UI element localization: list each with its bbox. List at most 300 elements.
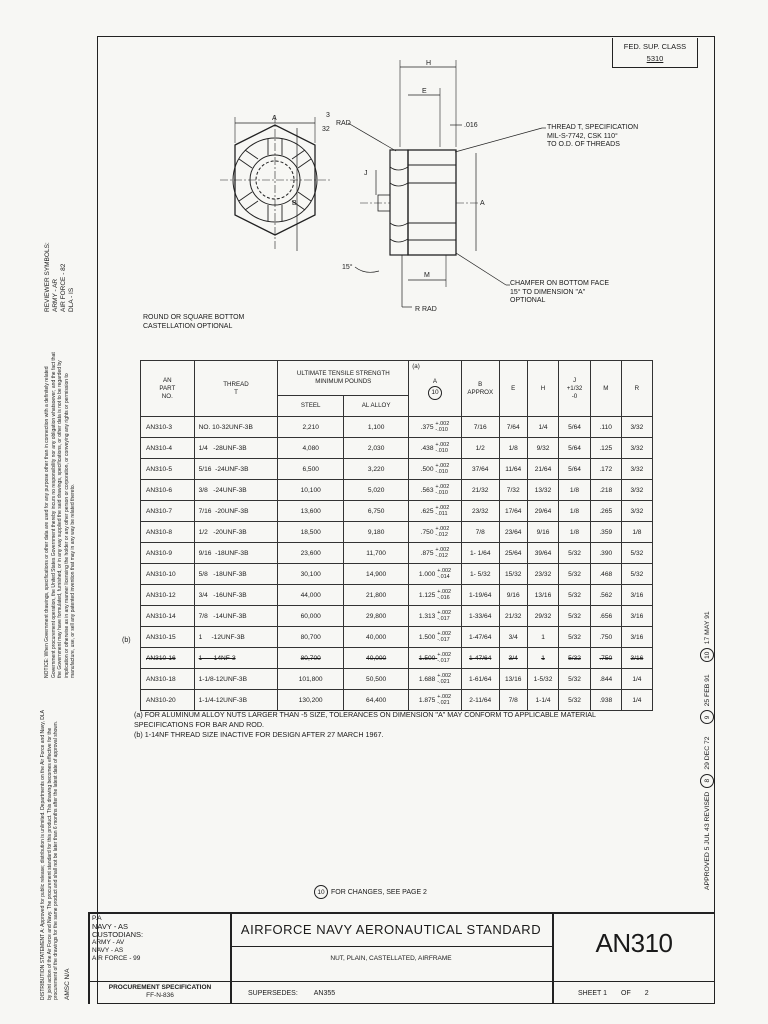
a-tol-plus: +.002 [435,505,450,511]
a-value: .500 [420,465,434,473]
m-cell: .750 [590,648,621,669]
b-cell: 23/32 [461,501,499,522]
a-tol-minus: -.021 [437,700,450,706]
r-cell: 3/16 [621,585,652,606]
table-row [141,648,653,669]
revision-history [700,611,714,890]
al-alloy-cell: 9,180 [344,522,409,543]
header-al-alloy: AL ALLOY [344,396,409,417]
a-tol-plus: +.002 [437,652,452,658]
al-alloy-cell: 40,000 [344,627,409,648]
h-cell: 29/32 [527,606,559,627]
a-tol-plus: +.002 [437,673,452,679]
notice-text: NOTICE: When Government drawings, specifications or other data are used for any purpose other than in connection with a definitely related Government procurement operation, the United States Government thereby incurs no responsibility nor any obligation whatsoever; and the fact that the Government may have formulated, furnished, or in any way supplied the said drawings, specifications, or other data is not to be regarded by implication or otherwise as in any manner licensing the holder or any other person or corporation, or conveying any rights or permission to manufacture, use, or sell any patented invention that may in any way be related thereto. [44,352,76,678]
table-row [141,543,653,564]
al-alloy-cell: 11,700 [344,543,409,564]
a-tolerance [435,547,449,559]
e-cell: 11/64 [499,459,527,480]
thread-cell: 9/16 -18UNF-3B [194,543,278,564]
a-cell [409,438,462,459]
thread-cell: 1/2 -20UNF-3B [194,522,278,543]
a-tol-plus: +.002 [437,589,452,595]
part-cell: AN310-15 [141,627,195,648]
spec-table [140,360,653,711]
a-value: .875 [420,549,434,557]
b-cell: 1-47/64 [461,648,499,669]
al-alloy-cell: 40,000 [344,648,409,669]
title-block-top [88,912,715,914]
a-cell [409,417,462,438]
b-cell: 1-47/64 [461,627,499,648]
h-cell: 1-5/32 [527,669,559,690]
a-tol-plus: +.002 [437,568,452,574]
revision-number: 8 [700,774,714,788]
dim-h-label: H [426,60,432,67]
h-cell: 13/32 [527,480,559,501]
e-cell: 15/32 [499,564,527,585]
header-part-no: AN PART NO. [141,361,195,417]
a-cell [409,501,462,522]
r-cell: 1/4 [621,669,652,690]
table-row [141,669,653,690]
steel-cell: 23,600 [278,543,344,564]
dim-m-label: M [424,272,430,279]
a-cell [409,459,462,480]
e-cell: 1/8 [499,438,527,459]
h-cell: 9/16 [527,522,559,543]
changes-text: FOR CHANGES, SEE PAGE 2 [331,888,427,896]
part-cell: AN310-14 [141,606,195,627]
pa-label: P.A [92,915,102,922]
a-cell [409,648,462,669]
steel-cell: 6,500 [278,459,344,480]
a-value: 1.688 [418,675,436,683]
a-tolerance [435,421,449,433]
r-cell: 3/32 [621,459,652,480]
a-cell [409,522,462,543]
table-row [141,417,653,438]
revision-date: 17 MAY 91 [703,611,711,645]
part-cell: AN310-10 [141,564,195,585]
a-value: 1.500 [418,633,436,641]
h-cell: 21/64 [527,459,559,480]
a-cell [409,690,462,711]
procurement-block [92,984,228,1000]
a-tol-plus: +.002 [435,463,450,469]
r-cell: 3/32 [621,501,652,522]
thread-cell: 3/4 -16UNF-3B [194,585,278,606]
j-cell: 5/32 [559,543,590,564]
a-cell [409,585,462,606]
b-cell: 1-61/64 [461,669,499,690]
h-cell: 1 [527,627,559,648]
al-alloy-cell: 2,030 [344,438,409,459]
m-cell: .125 [590,438,621,459]
al-alloy-cell: 29,800 [344,606,409,627]
m-cell: .844 [590,669,621,690]
table-row [141,564,653,585]
table-row [141,522,653,543]
part-cell: AN310-5 [141,459,195,480]
part-cell: AN310-12 [141,585,195,606]
header-r: R [621,361,652,417]
steel-cell: 60,000 [278,606,344,627]
a-tol-plus: +.002 [435,484,450,490]
header-steel: STEEL [278,396,344,417]
h-cell: 1 [527,648,559,669]
a-tolerance [435,505,449,517]
m-cell: .562 [590,585,621,606]
al-alloy-cell: 6,750 [344,501,409,522]
header-thread: THREAD T [194,361,278,417]
r-cell: 5/32 [621,564,652,585]
header-j: J +1/32 -0 [559,361,590,417]
h-cell: 39/64 [527,543,559,564]
table-row [141,627,653,648]
j-cell: 5/32 [559,648,590,669]
header-m: M [590,361,621,417]
spec-table-body [141,417,653,711]
a-value: .625 [420,507,434,515]
a-tol-plus: +.002 [437,631,452,637]
a-tol-minus: -.017 [437,658,450,664]
standard-subtitle: NUT, PLAIN, CASTELLATED, AIRFRAME [330,955,452,962]
title-block-divider [230,946,552,947]
row-mark-b: (b) [122,637,131,644]
e-cell: 7/64 [499,417,527,438]
j-cell: 5/32 [559,564,590,585]
dim-a-side-label: A [480,200,485,207]
a-value: .375 [420,423,434,431]
m-cell: .750 [590,627,621,648]
r-cell: 3/32 [621,438,652,459]
header-e: E [499,361,527,417]
reviewer-line: DLA - IS [68,287,75,312]
j-cell: 5/64 [559,417,590,438]
title-block-divider [88,981,715,982]
a-cell [409,627,462,648]
reviewer-line: AIR FORCE - 82 [60,263,67,312]
a-cell [409,606,462,627]
r-cell: 3/32 [621,417,652,438]
steel-cell: 30,100 [278,564,344,585]
steel-cell: 101,800 [278,669,344,690]
dim-j-label: J [364,170,368,177]
a-value: 1.313 [418,612,436,620]
part-cell: AN310-16 [141,648,195,669]
part-cell: AN310-9 [141,543,195,564]
rad-label: RAD [336,120,351,127]
a-tolerance [435,484,449,496]
a-tol-plus: +.002 [437,694,452,700]
a-tol-minus: -.017 [437,637,450,643]
e-cell: 25/64 [499,543,527,564]
dim-a-label: A [272,115,277,122]
dim-b-label: B [292,200,297,207]
e-cell: 3/4 [499,648,527,669]
b-cell: 1/2 [461,438,499,459]
b-cell: 21/32 [461,480,499,501]
a-tol-minus: -.016 [437,595,450,601]
approved-revised-label: APPROVED 5 JUL 43 REVISED [703,791,711,890]
steel-cell: 44,000 [278,585,344,606]
pa-value: NAVY - AS [92,922,128,931]
m-cell: .265 [590,501,621,522]
a-cell [409,564,462,585]
steel-cell: 2,210 [278,417,344,438]
a-value: 1.875 [418,696,436,704]
b-cell: 7/8 [461,522,499,543]
h-cell: 23/32 [527,564,559,585]
e-cell: 23/64 [499,522,527,543]
header-a [409,361,462,417]
custodian-line: AIR FORCE - 99 [92,955,141,962]
r-cell: 3/32 [621,480,652,501]
a-tolerance [437,589,451,601]
table-row [141,480,653,501]
a-cell [409,480,462,501]
a-tolerance [437,673,451,685]
changes-revision: 10 [314,885,328,899]
dim-e-label: E [422,88,427,95]
table-row [141,459,653,480]
table-row [141,585,653,606]
reviewer-title: REVIEWER SYMBOLS: [44,242,51,312]
a-tol-plus: +.002 [435,547,450,553]
a-tol-minus: -.010 [435,448,448,454]
supersedes-label: SUPERSEDES: [248,990,298,997]
j-cell: 5/32 [559,606,590,627]
steel-cell: 80,700 [278,648,344,669]
h-cell: 29/64 [527,501,559,522]
supersedes-value: AN355 [313,990,336,997]
amsc: AMSC N/A [64,968,71,1000]
j-cell: 1/8 [559,480,590,501]
a-tolerance [437,568,451,580]
a-tolerance [435,442,449,454]
header-b: B APPROX [461,361,499,417]
header-uts: ULTIMATE TENSILE STRENGTH MINIMUM POUNDS [278,361,409,396]
part-cell: AN310-18 [141,669,195,690]
b-cell: 2-11/64 [461,690,499,711]
m-cell: .172 [590,459,621,480]
thread-cell: 1/4 -28UNF-3B [194,438,278,459]
a-cell [409,669,462,690]
header-a-note: (a) [412,363,420,370]
a-tol-minus: -.011 [435,511,448,517]
notes [134,710,596,740]
b-cell: 1-33/64 [461,606,499,627]
thread-cell: 5/8 -18UNF-3B [194,564,278,585]
procurement-value: FF-N-836 [146,992,174,999]
al-alloy-cell: 5,020 [344,480,409,501]
table-row [141,606,653,627]
steel-cell: 13,600 [278,501,344,522]
a-tol-plus: +.002 [435,421,450,427]
m-cell: .390 [590,543,621,564]
note-a: (a) FOR ALUMINUM ALLOY NUTS LARGER THAN -5 SIZE, TOLERANCES ON DIMENSION "A" MAY CONFORM TO APPLICABLE MATERIAL SPECIFICATIONS FOR BAR AND ROD. [134,710,597,729]
standard-title: AIRFORCE NAVY AERONAUTICAL STANDARD [240,922,542,937]
m-cell: .110 [590,417,621,438]
custodian-line: NAVY - AS [92,947,124,954]
thread-cell: 1 -12UNF-3B [194,627,278,648]
procurement-label: PROCUREMENT SPECIFICATION [108,984,212,991]
reviewer-symbols [44,242,76,312]
a-value: .438 [420,444,434,452]
r-cell: 1/4 [621,690,652,711]
a-value: .750 [420,528,434,536]
thread-cell: 1 -14NF-3 [194,648,278,669]
steel-cell: 80,700 [278,627,344,648]
changes-note [314,885,427,899]
fsc-value: 5310 [646,54,664,63]
r-cell: 3/16 [621,648,652,669]
rad-denominator: 32 [322,126,330,133]
revision-number: 10 [700,648,714,662]
part-cell: AN310-20 [141,690,195,711]
h-cell: 9/32 [527,438,559,459]
j-cell: 5/32 [559,690,590,711]
thread-cell: 1-1/4-12UNF-3B [194,690,278,711]
rad-numerator: 3 [326,112,330,119]
a-value: 1.500 [418,654,436,662]
thread-note: THREAD T, SPECIFICATION MIL-S-7742, CSK 110° TO O.D. OF THREADS [547,124,639,148]
al-alloy-cell: 64,400 [344,690,409,711]
custodian-line: ARMY - AV [92,939,125,946]
m-cell: .938 [590,690,621,711]
a-tol-plus: +.002 [435,442,450,448]
e-cell: 13/16 [499,669,527,690]
sheet-info [578,990,649,998]
revision-date: 29 DEC 72 [703,736,711,770]
al-alloy-cell: 1,100 [344,417,409,438]
a-tol-minus: -.010 [435,469,448,475]
h-cell: 1/4 [527,417,559,438]
j-cell: 1/8 [559,522,590,543]
title-block-left-edge [88,912,90,1004]
thread-cell: 7/16 -20UNF-3B [194,501,278,522]
al-alloy-cell: 3,220 [344,459,409,480]
a-tol-minus: -.012 [435,553,448,559]
a-tolerance [437,652,451,664]
j-cell: 5/32 [559,669,590,690]
steel-cell: 18,500 [278,522,344,543]
table-row [141,438,653,459]
chamfer-note: CHAMFER ON BOTTOM FACE 15° TO DIMENSION "A" OPTIONAL [510,280,610,304]
a-tol-minus: -.017 [437,616,450,622]
a-tolerance [437,610,451,622]
e-cell: 7/8 [499,690,527,711]
a-tol-plus: +.002 [435,526,450,532]
header-a-label: A [432,377,438,385]
m-cell: .656 [590,606,621,627]
document-number: AN310 [595,928,673,958]
h-cell: 1-1/4 [527,690,559,711]
supersedes [248,990,335,998]
b-cell: 7/16 [461,417,499,438]
thread-cell: 3/8 -24UNF-3B [194,480,278,501]
b-cell: 37/64 [461,459,499,480]
j-cell: 5/32 [559,585,590,606]
a-tolerance [437,694,451,706]
m-cell: .468 [590,564,621,585]
sheet-label: SHEET 1 [578,990,608,997]
part-cell: AN310-8 [141,522,195,543]
b-cell: 1-19/64 [461,585,499,606]
a-tolerance [435,526,449,538]
r-cell: 3/16 [621,606,652,627]
r-rad-label: R RAD [415,306,437,313]
b-cell: 1- 1/64 [461,543,499,564]
table-row [141,690,653,711]
a-tol-minus: -.010 [435,427,448,433]
castellation-note: ROUND OR SQUARE BOTTOM CASTELLATION OPTIONAL [143,314,245,330]
sheet-total: 2 [644,990,649,997]
of-label: OF [621,990,631,997]
a-value: 1.125 [418,591,436,599]
b-cell: 1- 5/32 [461,564,499,585]
h-cell: 13/16 [527,585,559,606]
custodians-label: CUSTODIANS: [92,930,144,939]
steel-cell: 10,100 [278,480,344,501]
dim-016-label: .016 [464,122,478,129]
r-cell: 3/16 [621,627,652,648]
a-tol-plus: +.002 [437,610,452,616]
thread-cell: 1-1/8-12UNF-3B [194,669,278,690]
e-cell: 21/32 [499,606,527,627]
e-cell: 7/32 [499,480,527,501]
a-value: .563 [420,486,434,494]
revision-number: 9 [700,710,714,724]
pa-block [92,915,143,963]
steel-cell: 4,080 [278,438,344,459]
a-tol-minus: -.021 [437,679,450,685]
j-cell: 1/8 [559,501,590,522]
j-cell: 5/64 [559,438,590,459]
al-alloy-cell: 50,500 [344,669,409,690]
header-h: H [527,361,559,417]
j-cell: 5/32 [559,627,590,648]
distribution-statement: DISTRIBUTION STATEMENT A: Approved for public release; distribution is unlimited. Departments on the Air Force and Navy, DLA by joint action of the Air Force and Navy. The procurement standard for this product. This drawing becomes effective for the procurement of the drawings for the same product and shall not be later than 6 months after the latest date of approval shown. [40,710,59,1000]
m-cell: .359 [590,522,621,543]
a-tolerance [435,463,449,475]
thread-cell: 5/16 -24UNF-3B [194,459,278,480]
angle-label: 15° [342,264,353,271]
revision-date: 25 FEB 91 [703,674,711,707]
part-cell: AN310-4 [141,438,195,459]
a-tol-minus: -.014 [437,574,450,580]
a-tol-minus: -.010 [435,490,448,496]
part-cell: AN310-7 [141,501,195,522]
part-cell: AN310-6 [141,480,195,501]
j-cell: 5/64 [559,459,590,480]
m-cell: .218 [590,480,621,501]
a-value: 1.000 [418,570,436,578]
part-cell: AN310-3 [141,417,195,438]
title-block-divider [552,912,554,1004]
side-view-body [408,150,456,255]
a-tolerance [437,631,451,643]
fsc-label: FED. SUP. CLASS [623,42,687,51]
thread-cell: 7/8 -14UNF-3B [194,606,278,627]
hex-bore-circle [256,161,294,199]
e-cell: 17/64 [499,501,527,522]
e-cell: 3/4 [499,627,527,648]
r-cell: 1/8 [621,522,652,543]
note-b: (b) 1-14NF THREAD SIZE INACTIVE FOR DESIGN AFTER 27 MARCH 1967. [134,730,384,739]
header-a-revision: 10 [428,386,442,400]
a-tol-minus: -.012 [435,532,448,538]
